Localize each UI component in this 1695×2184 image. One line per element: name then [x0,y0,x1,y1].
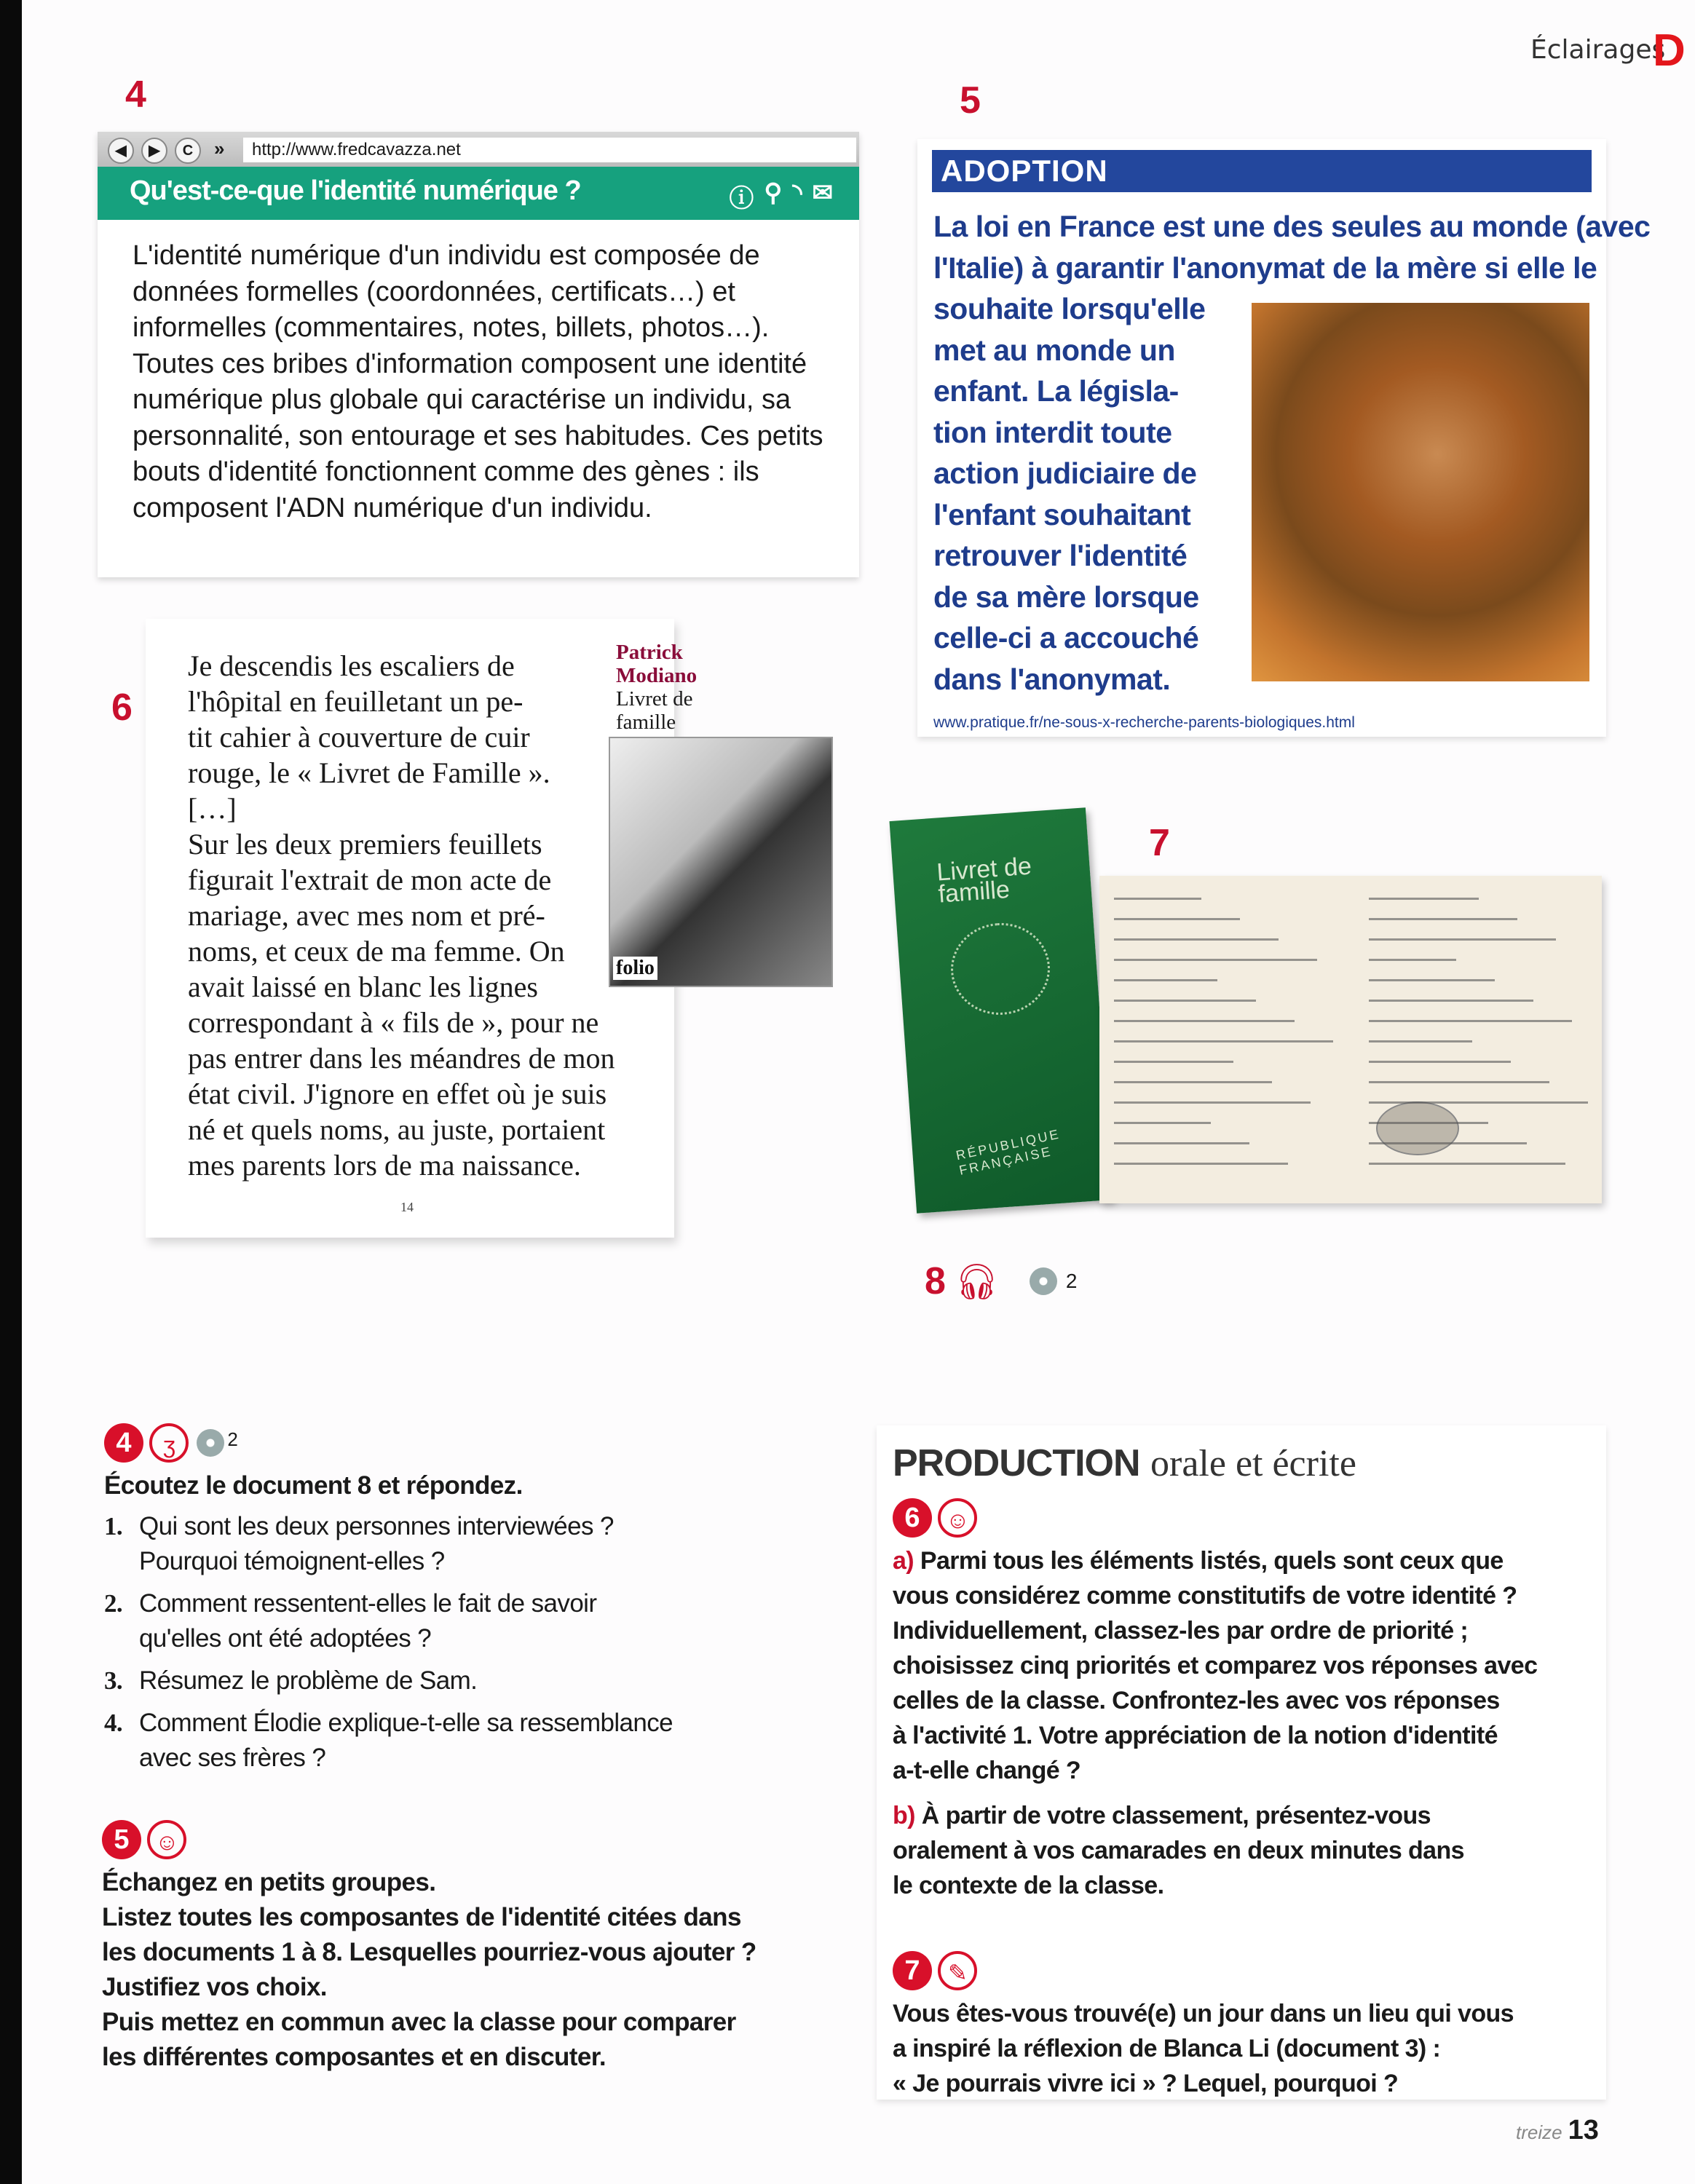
browser-toolbar [98,132,859,167]
handwriting-line [1114,1081,1272,1083]
question-item [104,1509,673,1579]
publisher-logo: folio [613,957,657,980]
text-line: Justifiez vos choix. [102,1973,327,2001]
activity-text [102,1865,756,2075]
text-line: Listez toutes les composantes de l'identité citées dans [102,1903,741,1931]
production-box [877,1425,1606,2100]
mail-icon[interactable]: ✉ [812,179,833,207]
text-line: le contexte de la classe. [893,1872,1164,1899]
question-text: Résumez le problème de Sam. [139,1666,478,1695]
activity-number: 6 [893,1498,932,1538]
author-name: Patrick Modiano [616,641,698,687]
text-line: les documents 1 à 8. Lesquelles pourriez-vous ajouter ? [102,1938,756,1966]
text-line: Sur les deux premiers feuillets [188,828,542,860]
stamp-icon [1376,1101,1459,1155]
text-line: Je descendis les escaliers de [188,649,515,682]
activity-instruction: Écoutez le document 8 et répondez. [104,1471,523,1500]
activity-5 [102,1820,756,2075]
text-line: à l'activité 1. Votre appréciation de la notion d'identité [893,1722,1498,1749]
handwriting-line [1114,1163,1288,1165]
activity-number: 5 [102,1820,141,1859]
text-line: tion interdit toute [933,415,1172,449]
adoption-heading: ADOPTION [932,150,1592,192]
handwriting-line [1114,959,1317,961]
livret-title: Livret de famille [936,852,1032,909]
text-line: rouge, le « Livret de Famille ». [188,756,550,789]
text-line: souhaite lorsqu'elle [933,292,1206,325]
text-line: les différentes composantes et en discuter. [102,2043,606,2071]
text-line: Puis mettez en commun avec la classe pour comparer [102,2008,736,2036]
text-line: Échangez en petits groupes. [102,1868,436,1896]
site-title-bar [98,167,859,220]
activity-6 [893,1498,1537,1903]
handwriting-line [1114,918,1240,920]
doc-number-8: 8 [925,1260,946,1302]
text-line: enfant. La législa- [933,374,1179,408]
search-icon[interactable]: ⚲ [764,179,783,207]
text-line: l'Italie) à garantir l'anonymat de la mère si elle le [933,250,1597,285]
text-line: figurait l'extrait de mon acte de [188,863,552,896]
handwriting-line [1369,1122,1488,1124]
text-line: met au monde un [933,333,1175,367]
text-line: mes parents lors de ma naissance. [188,1149,581,1182]
part-b-label: b) [893,1802,915,1829]
doc-number-7: 7 [1149,822,1170,864]
activity-4 [104,1423,673,1783]
speech-icon: ☺ [938,1498,977,1538]
back-icon[interactable]: ◀ [108,138,134,164]
book-excerpt [146,619,698,1238]
text-line: celles de la classe. Confrontez-les avec vos réponses [893,1687,1500,1714]
article-body: L'identité numérique d'un individu est composée de données formelles (coordonnées, certificats…) et informelles (commentaires, notes, billets, photos…). Toutes ces bribes d'information composent une identité numérique plus globale qui caractérise un individu, sa personnalité, son entourage et ses habitudes. Ces petits bouts d'identité fonctionnent comme des gènes : ils composent l'ADN numérique d'un individu. [133,240,823,523]
question-number: 1. [104,1512,123,1540]
text-line: […] [188,792,237,825]
question-number: 4. [104,1709,123,1737]
text-line: avait laissé en blanc les lignes [188,970,538,1003]
headphones-icon: 🎧︎ [954,1262,999,1302]
handwriting-line [1114,1122,1211,1124]
handwriting-line [1369,1163,1565,1165]
text-line: vous considérez comme constitutifs de votre identité ? [893,1582,1517,1610]
part-b-text [893,1802,1464,1899]
page-number: 13 [1568,2115,1599,2145]
activity-7 [893,1951,1514,2101]
page-word: treize [1516,2121,1562,2143]
text-line: choisissez cinq priorités et comparez vos réponses avec [893,1652,1538,1679]
question-item [104,1663,673,1698]
text-line: À partir de votre classement, présentez-vous [921,1802,1431,1829]
handwriting-line [1369,1101,1588,1104]
source-link[interactable]: www.pratique.fr/ne-sous-x-recherche-parents-biologiques.html [933,714,1355,731]
handwriting-line [1369,1020,1572,1022]
handwriting-line [1114,1061,1233,1063]
activity-number: 7 [893,1951,932,1990]
info-icon[interactable]: ⓘ [729,185,754,213]
family-photo [1252,303,1589,681]
text-line: correspondant à « fils de », pour ne [188,1006,599,1039]
question-item [104,1706,673,1776]
handwriting-line [1114,938,1279,941]
handwriting-line [1114,1000,1256,1002]
text-line: a-t-elle changé ? [893,1757,1081,1784]
unit-letter: D [1653,25,1686,76]
handwriting-line [1369,1061,1511,1063]
speech-icon: ☺ [147,1820,186,1859]
text-line: de sa mère lorsque [933,579,1199,614]
text-line: a inspiré la réflexion de Blanca Li (document 3) : [893,2035,1441,2062]
question-number: 2. [104,1589,123,1618]
handwriting-line [1114,898,1201,900]
handwriting-line [1369,1040,1472,1042]
handwriting-line [1114,1142,1249,1144]
cd-icon [1030,1267,1057,1295]
pen-icon: ✎ [938,1951,977,1990]
browser-window [98,132,859,577]
ear-icon: ʒ [149,1423,189,1463]
forward-icon[interactable]: ▶ [141,138,167,164]
handwriting-line [1369,898,1479,900]
handwriting-line [1114,979,1217,981]
text-line: celle-ci a accouché [933,621,1199,654]
page-number-excerpt: 14 [400,1200,414,1214]
url-bar[interactable]: http://www.fredcavazza.net [243,138,856,162]
text-line: retrouver l'identité [933,539,1188,572]
handwriting-line [1369,1142,1527,1144]
title-rest: orale et écrite [1150,1443,1356,1484]
text-line: noms, et ceux de ma femme. On [188,935,565,968]
part-a-label: a) [893,1547,914,1575]
rss-icon[interactable]: ◝ [792,179,802,207]
livret-footer: RÉPUBLIQUE FRANÇAISE [955,1126,1062,1178]
marriage-certificate-image [1099,876,1602,1203]
section-header: Éclairages [1530,35,1666,65]
doc-number-4: 4 [125,74,146,116]
title-bold: PRODUCTION [893,1442,1140,1484]
livret-cover-image [889,807,1113,1214]
more-icon[interactable]: » [214,138,225,159]
handwriting-line [1114,1101,1311,1104]
excerpt-text [188,648,615,1183]
question-text: Comment ressentent-elles le fait de savoir qu'elles ont été adoptées ? [139,1589,597,1653]
text-line: Individuellement, classez-les par ordre de priorité ; [893,1617,1469,1645]
question-list [104,1509,673,1776]
handwriting-line [1114,1020,1295,1022]
doc-number-6: 6 [111,687,133,729]
track-number: 2 [227,1428,238,1451]
text-line: né et quels noms, au juste, portaient [188,1113,606,1146]
text-line: Vous êtes-vous trouvé(e) un jour dans un lieu qui vous [893,2000,1514,2027]
adoption-box [917,139,1651,737]
text-line: action judiciaire de [933,456,1197,490]
text-line: tit cahier à couverture de cuir [188,721,530,753]
page-footer [1516,2115,1599,2146]
activity-number: 4 [104,1423,143,1463]
text-line: mariage, avec mes nom et pré- [188,899,545,932]
handwriting-line [1369,938,1556,941]
text-line: oralement à vos camarades en deux minutes dans [893,1837,1464,1864]
site-title: Qu'est-ce-que l'identité numérique ? [130,175,581,206]
activity-text [893,1996,1514,2101]
text-line: « Je pourrais vivre ici » ? Lequel, pourquoi ? [893,2070,1399,2097]
text-line: l'enfant souhaitant [933,497,1191,531]
handwriting-line [1369,1081,1549,1083]
cd-icon [197,1429,224,1457]
question-text: Comment Élodie explique-t-elle sa ressemblance avec ses frères ? [139,1709,673,1772]
book-title: Livret de famille [616,687,693,734]
text-line: pas entrer dans les méandres de mon [188,1042,615,1075]
handwriting-line [1369,979,1495,981]
handwriting-line [1369,959,1456,961]
seal-icon [948,919,1053,1018]
doc-number-5: 5 [960,79,981,122]
question-item [104,1586,673,1656]
question-number: 3. [104,1666,123,1695]
handwriting-line [1369,1000,1533,1002]
book-credit [616,641,697,734]
audio-doc-8 [925,1259,1077,1303]
text-line: dans l'anonymat. [933,662,1171,696]
production-title [893,1441,1356,1485]
text-line: Parmi tous les éléments listés, quels sont ceux que [920,1547,1504,1575]
text-line: l'hôpital en feuilletant un pe- [188,685,523,718]
part-a-text [893,1547,1537,1784]
book-cover-image [609,737,833,987]
question-text: Qui sont les deux personnes interviewées ? Pourquoi témoignent-elles ? [139,1512,614,1575]
page-edge [0,0,22,2184]
handwriting-line [1114,1040,1333,1042]
handwriting-line [1369,918,1517,920]
track-number: 2 [1065,1270,1078,1292]
text-line: état civil. J'ignore en effet où je suis [188,1077,607,1110]
reload-icon[interactable]: C [175,138,201,164]
text-line: La loi en France est une des seules au monde (avec [933,210,1651,243]
